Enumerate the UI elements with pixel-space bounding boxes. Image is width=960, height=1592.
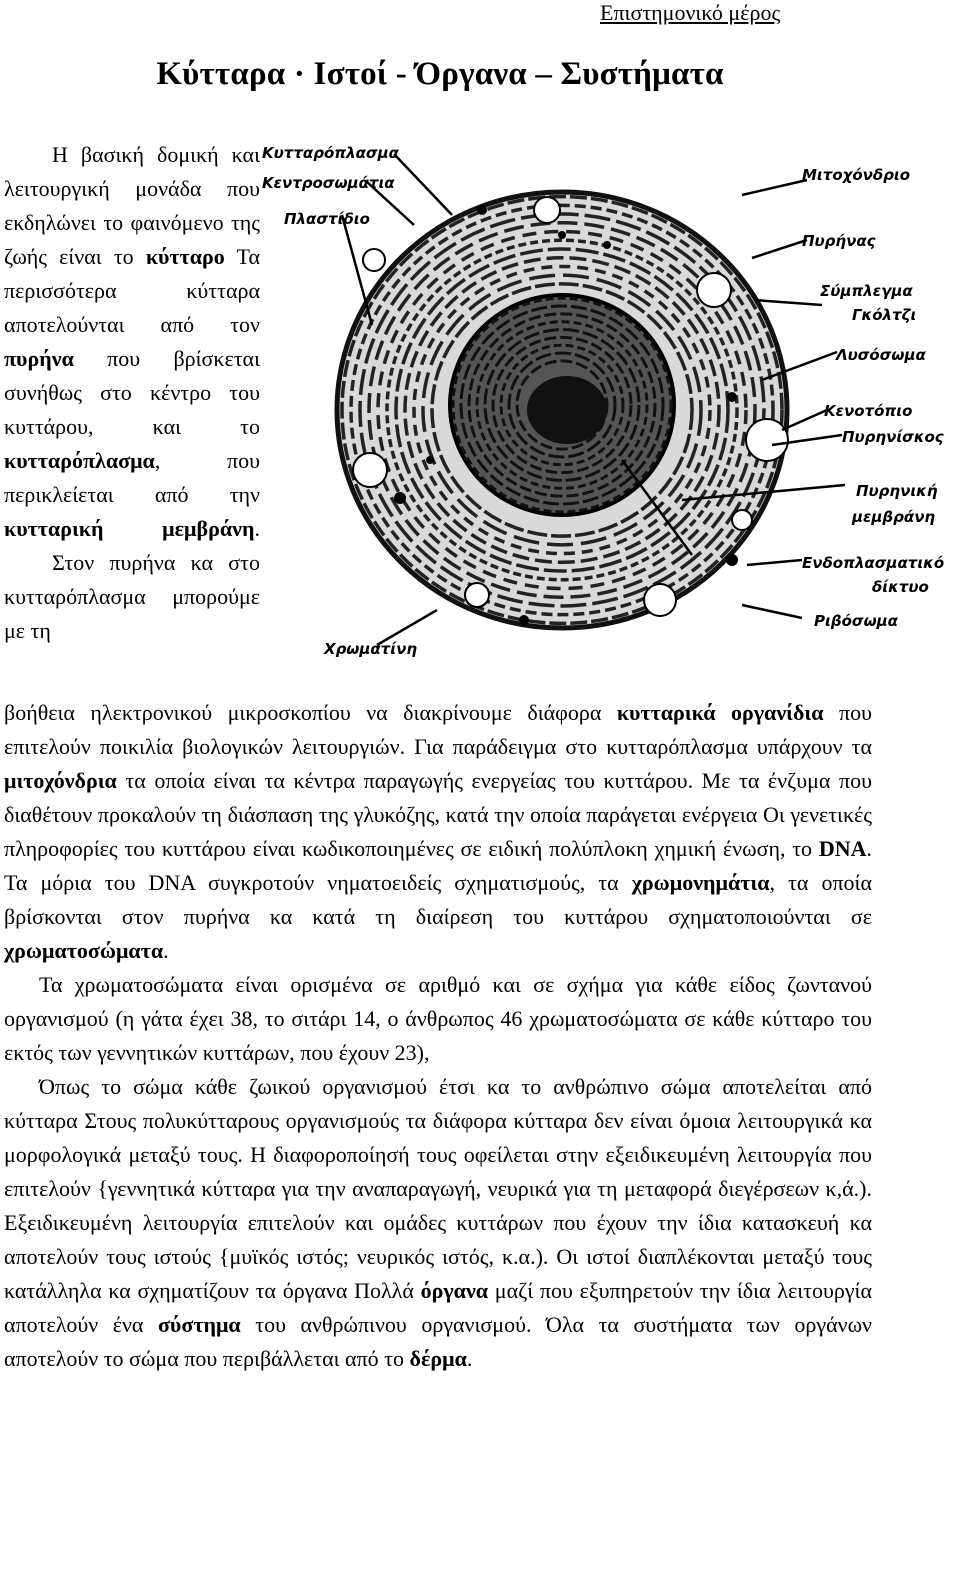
label-cytoplasm: Κυτταρόπλασμα [262, 144, 399, 162]
label-golgi-line2: Γκόλτζι [852, 306, 917, 324]
paragraph-organelles: βοήθεια ηλεκτρονικού μικροσκοπίου να διακρίνουμε διάφορα κυτταρικά οργανίδια που επιτελούν ποικιλία βιολογικών λειτουργιών. Για παράδειγμα στο κυτταρόπλασμα υπάρχουν τα μιτοχόνδρια τα οποία είναι τα κέντρα παραγωγής ενεργείας του κυττάρου. Με τα ένζυμα που διαθέτουν προκαλούν τη διάσπαση της γλυκόζης, κατά την οποία παράγεται ενέργεια Οι γενετικές πληροφορίες του κυττάρου είναι κωδικοποιημένες σε ειδική πολύπλοκη χημική ένωση, το DNA. Τα μόρια του DNA συγκροτούν νηματοειδείς σχηματισμούς, τα χρωμονημάτια, τα οποία βρίσκονται στον πυρήνα κα κατά τη διαίρεση του κυττάρου σχηματοποιούνται σε χρωματοσώματα. [4, 700, 873, 963]
cell-diagram [262, 140, 956, 662]
paragraph-chromosomes: Τα χρωματοσώματα είναι ορισμένα σε αριθμό και σε σχήμα για κάθε είδος ζωντανού οργανισμού (η γάτα έχει 38, το σιτάρι 14, ο άνθρωπος 46 χρωματοσώματα σε κάθε κύτταρο του εκτός των γεννητικών κυττάρων, που έχουν 23), [4, 972, 872, 1065]
label-nuclear-membrane-line1: Πυρηνική [856, 482, 938, 500]
label-nuclear-membrane-line2: μεμβράνη [852, 508, 936, 526]
label-vacuole: Κενοτόπιο [824, 402, 913, 420]
label-er-line1: Ενδοπλασματικό [802, 554, 945, 572]
section-note: Επιστημονικό μέρος [600, 0, 781, 25]
term-skin: δέρμα [409, 1346, 467, 1371]
term-system: σύστημα [157, 1312, 241, 1337]
page-title: Κύτταρα · Ιστοί - Όργανα – Συστήματα [156, 56, 724, 92]
main-text [4, 696, 872, 1376]
label-nucleus: Πυρήνας [802, 232, 876, 250]
label-chromatin: Χρωματίνη [324, 640, 417, 658]
label-nucleolus: Πυρηνίσκος [842, 428, 944, 446]
term-cell-membrane: κυτταρική μεμβράνη [4, 516, 255, 541]
label-lysosome: Λυσόσωμα [836, 346, 926, 364]
label-centrosome: Κεντροσωμάτια [262, 174, 395, 192]
paragraph-organelles-start: Στον πυρήνα κα στο κυτταρόπλασμα μπορούμε με τη [4, 550, 260, 643]
term-chromosomes: χρωματοσώματα [4, 938, 164, 963]
label-er-line2: δίκτυο [872, 578, 929, 596]
term-cytoplasm: κυτταρόπλασμα [4, 448, 155, 473]
intro-text-column [4, 138, 260, 648]
label-mitochondrion: Μιτοχόνδριο [802, 166, 911, 184]
paragraph-intro: Η βασική δομική και λειτουργική μονάδα που εκδηλώνει το φαινόμενο της ζωής είναι το κύτταρο Τα περισσότερα κύτταρα αποτελούνται από τον πυρήνα που βρίσκεται συνήθως στο κέντρο του κυττάρου, και το κυτταρόπλασμα, που περικλείεται από την κυτταρική μεμβράνη. [4, 142, 260, 541]
label-plastid: Πλαστίδιο [284, 210, 370, 228]
term-mitochondria: μιτοχόνδρια [4, 768, 117, 793]
term-organs: όργανα [420, 1278, 489, 1303]
term-nucleus: πυρήνα [4, 346, 74, 371]
label-ribosome: Ριβόσωμα [814, 612, 898, 630]
term-cell: κύτταρο [145, 244, 225, 269]
term-organelles: κυτταρικά οργανίδια [616, 700, 824, 725]
term-dna: DNA [818, 836, 867, 861]
label-golgi-line1: Σύμπλεγμα [820, 282, 913, 300]
paragraph-tissues-organs: Όπως το σώμα κάθε ζωικού οργανισμού έτσι κα το ανθρώπινο σώμα αποτελείται από κύτταρα Στους πολυκύτταρους οργανισμούς τα διάφορα κύτταρα δεν είναι όμοια λειτουργικά κα μορφολογικά μεταξύ τους. Η διαφοροποίησή τους οφείλεται στην εξειδικευμένη λειτουργία που επιτελούν {γεννητικά κύτταρα για την αναπαραγωγή, νευρικά για τη μεταφορά διεγέρσεων κ,ά.). Εξειδικευμένη λειτουργία επιτελούν και ομάδες κυττάρων που έχουν την ίδια κατασκευή κα αποτελούν τους ιστούς {μυϊκός ιστός; νευρικός ιστός, κ.α.). Οι ιστοί διαπλέκονται μεταξύ τους κατάλληλα κα σχηματίζουν τα όργανα Πολλά όργανα μαζί που εξυπηρετούν την ίδια λειτουργία αποτελούν ένα σύστημα του ανθρώπινου οργανισμού. Όλα τα συστήματα των οργάνων αποτελούν το σώμα που περιβάλλεται από το δέρμα. [4, 1074, 872, 1371]
term-chromonemata: χρωμονημάτια [631, 870, 770, 895]
nucleus-shape [450, 295, 674, 515]
